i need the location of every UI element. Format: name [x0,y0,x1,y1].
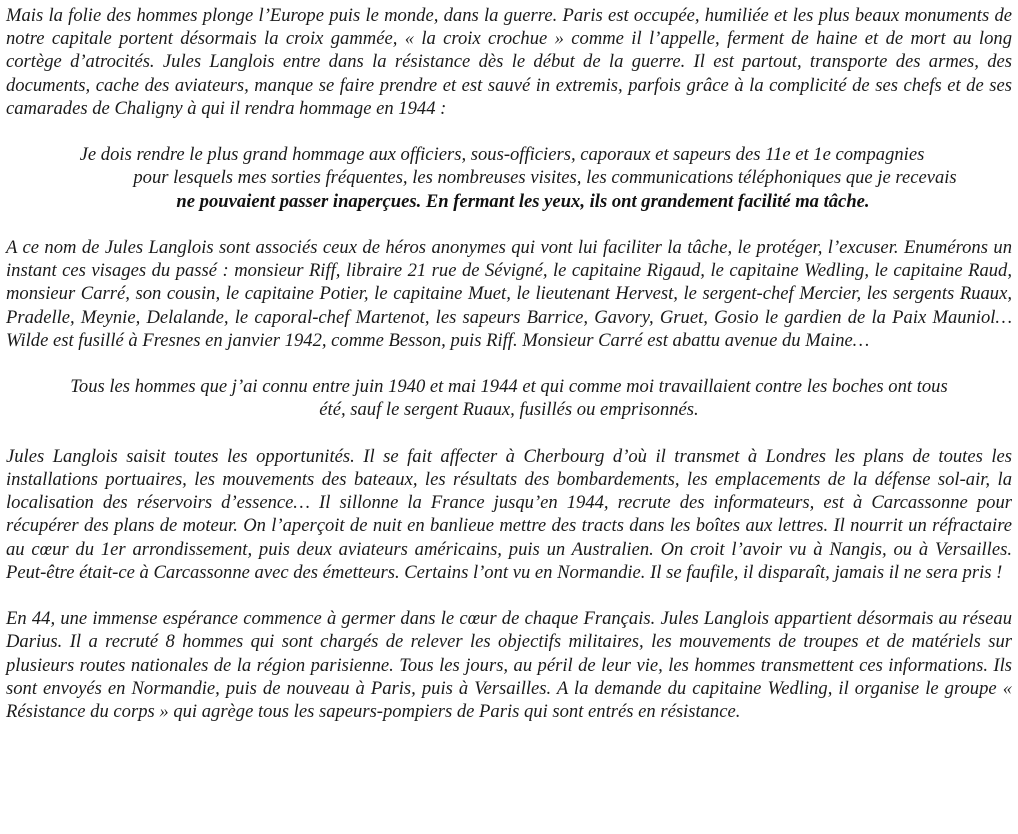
quote-tribute-line-2: pour lesquels mes sorties fréquentes, les nombreuses visites, les communications téléphoniques que je recevais [133,167,957,189]
paragraph-war: Mais la folie des hommes plonge l’Europe puis le monde, dans la guerre. Paris est occupée, humiliée et les plus beaux monuments de notre capitale portent désormais la croix gammée, « la croix crochue » comme il l’appelle, ferment de haine et de mort au long cortège d’atrocités. Jules Langlois entre dans la résistance dès le début de la guerre. Il est partout, transporte des armes, des documents, cache des aviateurs, manque se faire prendre et est sauvé in extremis, parfois grâce à la complicité de ses chefs et de ses camarades de Chaligny à qui il rendra hommage en 1944 : [6,5,1012,119]
paragraph-heroes: A ce nom de Jules Langlois sont associés ceux de héros anonymes qui vont lui faciliter la tâche, le protéger, l’excuser. Enumérons un instant ces visages du passé : monsieur Riff, libraire 21 rue de Sévigné, le capitaine Rigaud, le capitaine Wedling, le capitaine Raud, monsieur Carré, son cousin, le capitaine Potier, le capitaine Muet, le lieutenant Hervest, le sergent-chef Mercier, les sergents Ruaux, Pradelle, Meynie, Delalande, le caporal-chef Martenot, les sapeurs Barrice, Gavory, Gruet, Gosio le gardien de la Paix Mauniol… Wilde est fusillé à Fresnes en janvier 1942, comme Besson, puis Riff. Monsieur Carré est abattu avenue du Maine… [6,237,1012,351]
quote-tribute-line-3: ne pouvaient passer inaperçues. En fermant les yeux, ils ont grandement facilité ma tâche. [176,190,870,212]
paragraph-darius: En 44, une immense espérance commence à germer dans le cœur de chaque Français. Jules Langlois appartient désormais au réseau Darius. Il a recruté 8 hommes qui sont chargés de relever les objectifs militaires, les mouvements de troupes et de matériels sur plusieurs routes nationales de la région parisienne. Tous les jours, au péril de leur vie, les hommes transmettent ces informations. Ils sont envoyés en Normandie, puis de nouveau à Paris, puis à Versailles. A la demande du capitaine Wedling, il organise le groupe « Résistance du corps » qui agrège tous les sapeurs-pompiers de Paris qui sont entrés en résistance. [6,608,1012,723]
quote-tribute [6,143,1012,213]
paragraph-opportunities: Jules Langlois saisit toutes les opportunités. Il se fait affecter à Cherbourg d’où il transmet à Londres les plans de toutes les installations portuaires, les mouvements des bateaux, les résultats des bombardements, les emplacements de la défense sol-air, la localisation des réservoirs d’essence… Il sillonne la France jusqu’en 1944, recrute des informateurs, est à Carcassonne pour récupérer des plans de moteur. On l’aperçoit de nuit en banlieue mettre des tracts dans les boîtes aux lettres. Il nourrit un réfractaire au cœur du 1er arrondissement, puis deux aviateurs américains, puis un Australien. On croit l’avoir vu à Nangis, ou à Versailles. Peut-être était-ce à Carcassonne avec des émetteurs. Certains l’ont vu en Normandie. Il se faufile, il disparaît, jamais il ne sera pris ! [6,445,1012,583]
quote-tribute-line-1: Je dois rendre le plus grand hommage aux officiers, sous-officiers, caporaux et sapeurs des 11e et 1e compagnies [79,144,925,166]
quote-comrades [6,375,1012,421]
quote-comrades-line-2: été, sauf le sergent Ruaux, fusillés ou emprisonnés. [319,399,699,421]
quote-comrades-line-1: Tous les hommes que j’ai connu entre juin 1940 et mai 1944 et qui comme moi travaillaient contre les boches ont tous [70,376,948,398]
